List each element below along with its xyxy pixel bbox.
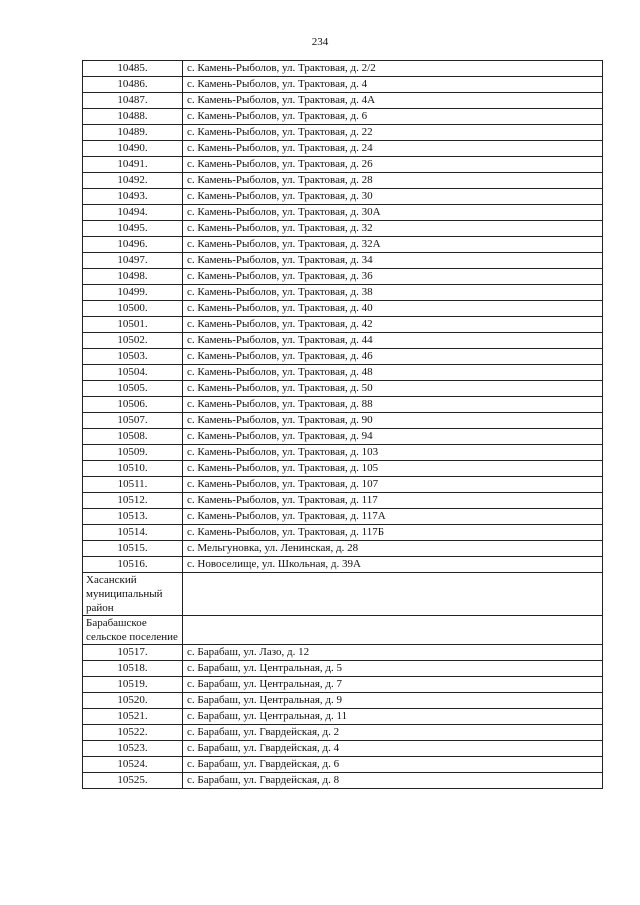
table-row (83, 93, 603, 109)
table-row (83, 693, 603, 709)
row-number: 10507. (83, 413, 183, 429)
settlement-row (83, 616, 603, 645)
table-row (83, 285, 603, 301)
table-row (83, 645, 603, 661)
table-row (83, 189, 603, 205)
row-number: 10521. (83, 709, 183, 725)
settlement-empty-cell (183, 616, 603, 645)
row-number: 10504. (83, 365, 183, 381)
row-address: с. Камень-Рыболов, ул. Трактовая, д. 4А (183, 93, 603, 109)
settlement-label: Барабашское сельское поселение (83, 616, 183, 645)
table-row (83, 445, 603, 461)
district-empty-cell (183, 573, 603, 616)
row-address: с. Камень-Рыболов, ул. Трактовая, д. 36 (183, 269, 603, 285)
row-address: с. Камень-Рыболов, ул. Трактовая, д. 34 (183, 253, 603, 269)
district-row (83, 573, 603, 616)
table-row (83, 429, 603, 445)
row-address: с. Камень-Рыболов, ул. Трактовая, д. 94 (183, 429, 603, 445)
row-number: 10517. (83, 645, 183, 661)
row-number: 10514. (83, 525, 183, 541)
row-number: 10495. (83, 221, 183, 237)
row-number: 10511. (83, 477, 183, 493)
row-number: 10518. (83, 661, 183, 677)
table-row (83, 493, 603, 509)
row-address: с. Камень-Рыболов, ул. Трактовая, д. 32А (183, 237, 603, 253)
row-number: 10509. (83, 445, 183, 461)
table-row (83, 557, 603, 573)
row-number: 10522. (83, 725, 183, 741)
row-address: с. Камень-Рыболов, ул. Трактовая, д. 2/2 (183, 61, 603, 77)
row-number: 10508. (83, 429, 183, 445)
table-row (83, 157, 603, 173)
row-address: с. Камень-Рыболов, ул. Трактовая, д. 117А (183, 509, 603, 525)
row-address: с. Камень-Рыболов, ул. Трактовая, д. 38 (183, 285, 603, 301)
row-number: 10512. (83, 493, 183, 509)
table-row (83, 413, 603, 429)
page-number: 234 (311, 36, 329, 48)
row-address: с. Барабаш, ул. Центральная, д. 7 (183, 677, 603, 693)
address-table-body-a (83, 61, 603, 573)
row-number: 10515. (83, 541, 183, 557)
row-address: с. Барабаш, ул. Лазо, д. 12 (183, 645, 603, 661)
row-number: 10489. (83, 125, 183, 141)
row-number: 10500. (83, 301, 183, 317)
row-number: 10487. (83, 93, 183, 109)
row-number: 10498. (83, 269, 183, 285)
row-address: с. Барабаш, ул. Центральная, д. 9 (183, 693, 603, 709)
row-address: с. Камень-Рыболов, ул. Трактовая, д. 103 (183, 445, 603, 461)
table-row (83, 525, 603, 541)
row-address: с. Камень-Рыболов, ул. Трактовая, д. 44 (183, 333, 603, 349)
row-address: с. Камень-Рыболов, ул. Трактовая, д. 22 (183, 125, 603, 141)
row-number: 10505. (83, 381, 183, 397)
row-number: 10499. (83, 285, 183, 301)
row-number: 10497. (83, 253, 183, 269)
row-number: 10492. (83, 173, 183, 189)
table-row (83, 221, 603, 237)
row-number: 10524. (83, 757, 183, 773)
row-address: с. Камень-Рыболов, ул. Трактовая, д. 32 (183, 221, 603, 237)
table-row (83, 365, 603, 381)
table-row (83, 709, 603, 725)
row-address: с. Барабаш, ул. Гвардейская, д. 6 (183, 757, 603, 773)
table-row (83, 109, 603, 125)
table-row (83, 541, 603, 557)
row-address: с. Камень-Рыболов, ул. Трактовая, д. 117Б (183, 525, 603, 541)
table-row (83, 677, 603, 693)
address-table (82, 60, 603, 789)
table-row (83, 757, 603, 773)
district-label: Хасанский муниципальный район (83, 573, 183, 616)
row-address: с. Камень-Рыболов, ул. Трактовая, д. 28 (183, 173, 603, 189)
table-row (83, 173, 603, 189)
table-row (83, 269, 603, 285)
row-address: с. Камень-Рыболов, ул. Трактовая, д. 30А (183, 205, 603, 221)
table-row (83, 381, 603, 397)
table-row (83, 397, 603, 413)
table-row (83, 477, 603, 493)
row-address: с. Камень-Рыболов, ул. Трактовая, д. 40 (183, 301, 603, 317)
row-number: 10496. (83, 237, 183, 253)
row-number: 10486. (83, 77, 183, 93)
table-row (83, 125, 603, 141)
row-number: 10493. (83, 189, 183, 205)
row-number: 10485. (83, 61, 183, 77)
table-row (83, 349, 603, 365)
row-address: с. Камень-Рыболов, ул. Трактовая, д. 117 (183, 493, 603, 509)
table-row (83, 253, 603, 269)
row-number: 10501. (83, 317, 183, 333)
table-row (83, 773, 603, 789)
table-row (83, 725, 603, 741)
row-number: 10488. (83, 109, 183, 125)
row-address: с. Новоселище, ул. Школьная, д. 39А (183, 557, 603, 573)
row-address: с. Камень-Рыболов, ул. Трактовая, д. 48 (183, 365, 603, 381)
row-address: с. Мельгуновка, ул. Ленинская, д. 28 (183, 541, 603, 557)
row-address: с. Камень-Рыболов, ул. Трактовая, д. 50 (183, 381, 603, 397)
row-address: с. Камень-Рыболов, ул. Трактовая, д. 6 (183, 109, 603, 125)
row-number: 10513. (83, 509, 183, 525)
row-address: с. Камень-Рыболов, ул. Трактовая, д. 88 (183, 397, 603, 413)
table-row (83, 301, 603, 317)
row-number: 10520. (83, 693, 183, 709)
row-address: с. Камень-Рыболов, ул. Трактовая, д. 4 (183, 77, 603, 93)
address-table-body-b (83, 645, 603, 789)
table-row (83, 509, 603, 525)
row-number: 10523. (83, 741, 183, 757)
row-address: с. Камень-Рыболов, ул. Трактовая, д. 26 (183, 157, 603, 173)
table-row (83, 741, 603, 757)
row-number: 10519. (83, 677, 183, 693)
table-row (83, 141, 603, 157)
row-address: с. Барабаш, ул. Гвардейская, д. 8 (183, 773, 603, 789)
row-number: 10490. (83, 141, 183, 157)
table-row (83, 317, 603, 333)
row-number: 10516. (83, 557, 183, 573)
table-row (83, 237, 603, 253)
row-address: с. Камень-Рыболов, ул. Трактовая, д. 24 (183, 141, 603, 157)
row-address: с. Барабаш, ул. Центральная, д. 5 (183, 661, 603, 677)
row-number: 10502. (83, 333, 183, 349)
row-address: с. Барабаш, ул. Гвардейская, д. 2 (183, 725, 603, 741)
row-address: с. Камень-Рыболов, ул. Трактовая, д. 46 (183, 349, 603, 365)
row-address: с. Барабаш, ул. Центральная, д. 11 (183, 709, 603, 725)
row-address: с. Камень-Рыболов, ул. Трактовая, д. 107 (183, 477, 603, 493)
table-row (83, 333, 603, 349)
row-address: с. Камень-Рыболов, ул. Трактовая, д. 90 (183, 413, 603, 429)
table-row (83, 61, 603, 77)
row-address: с. Барабаш, ул. Гвардейская, д. 4 (183, 741, 603, 757)
section-headers (83, 573, 603, 645)
row-address: с. Камень-Рыболов, ул. Трактовая, д. 30 (183, 189, 603, 205)
table-row (83, 77, 603, 93)
table-row (83, 661, 603, 677)
table-row (83, 205, 603, 221)
table-row (83, 461, 603, 477)
row-address: с. Камень-Рыболов, ул. Трактовая, д. 42 (183, 317, 603, 333)
row-number: 10525. (83, 773, 183, 789)
row-number: 10491. (83, 157, 183, 173)
row-address: с. Камень-Рыболов, ул. Трактовая, д. 105 (183, 461, 603, 477)
row-number: 10503. (83, 349, 183, 365)
row-number: 10494. (83, 205, 183, 221)
row-number: 10506. (83, 397, 183, 413)
row-number: 10510. (83, 461, 183, 477)
